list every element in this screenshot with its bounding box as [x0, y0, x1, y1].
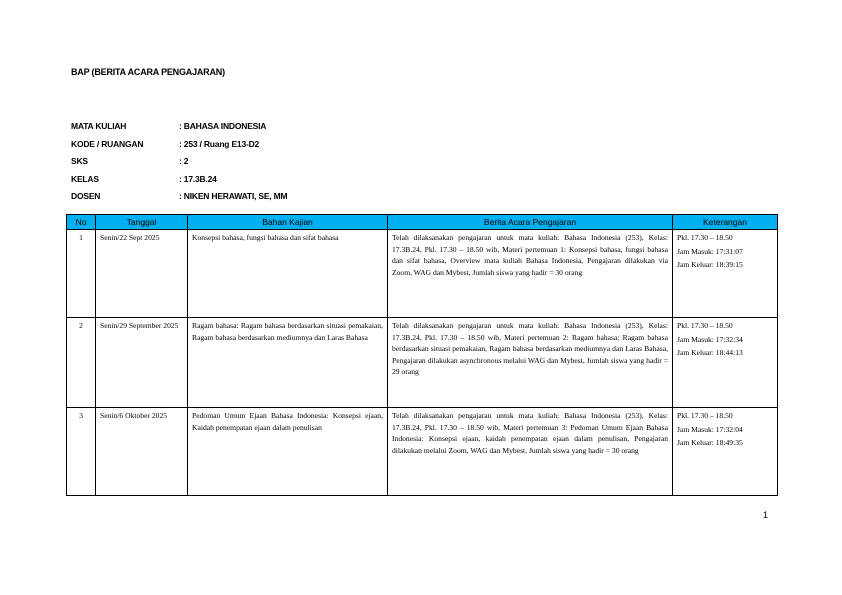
- cell-no: 1: [67, 230, 96, 318]
- cell-keterangan: [673, 408, 778, 496]
- meta-value: : 253 / Ruang E13-D2: [179, 138, 260, 149]
- ket-jam-keluar: Jam Keluar: 18:39:15: [677, 260, 743, 269]
- cell-tanggal: Senin/29 September 2025: [96, 318, 188, 408]
- cell-bahan-kajian: Ragam bahasa: Ragam bahasa berdasarkan situasi pemakaian, Ragam bahasa berdasarkan mediumnya dan Laras Bahasa: [188, 318, 388, 408]
- ket-jam-keluar: Jam Keluar: 18:49:35: [677, 438, 743, 447]
- meta-label: KELAS: [71, 173, 99, 184]
- page-number: 1: [763, 510, 769, 520]
- teaching-report-table: [66, 214, 778, 496]
- table-row: [67, 318, 778, 408]
- header-no: No: [67, 215, 96, 230]
- cell-keterangan: [673, 318, 778, 408]
- cell-keterangan: [673, 230, 778, 318]
- header-keterangan: Keterangan: [673, 215, 778, 230]
- ket-jam-masuk: Jam Masuk: 17:32:34: [677, 334, 743, 344]
- ket-jam-keluar: Jam Keluar: 18:44:13: [677, 348, 743, 357]
- meta-value: : BAHASA INDONESIA: [179, 121, 267, 131]
- cell-no: 2: [67, 318, 96, 408]
- cell-bahan-kajian: Konsepsi bahasa, fungsi bahasa dan sifat bahasa: [188, 230, 388, 318]
- cell-tanggal: Senin/6 Oktober 2025: [96, 408, 188, 496]
- cell-berita-acara: Telah dilaksanakan pengajaran untuk mata kuliah: Bahasa Indonesia (253), Kelas: 17.3B.24, Pkl. 17.30 – 18.50 wib, Materi pertemuan 2: Ragam bahasa: Ragam bahasa berdasarkan situasi pemakaian, Ragam bahasa berdasarkan mediumnya dan Laras Bahasa, Pengajaran dilakukan asynchronous melalui WAG dan Mybest, Jumlah siswa yang hadir = 29 orang: [388, 318, 673, 408]
- meta-value: : 17.3B.24: [179, 173, 217, 184]
- header-bahan-kajian: Bahan Kajian: [188, 215, 388, 230]
- cell-no: 3: [67, 408, 96, 496]
- meta-label: DOSEN: [71, 191, 101, 201]
- table-header-row: [67, 215, 778, 230]
- document-title: BAP (BERITA ACARA PENGAJARAN): [71, 67, 225, 77]
- ket-time: Pkl. 17.30 – 18.50: [677, 233, 733, 242]
- ket-jam-masuk: Jam Masuk: 17:31:07: [677, 246, 743, 256]
- cell-bahan-kajian: Pedoman Umum Ejaan Bahasa Indonesia: Konsepsi ejaan, Kaidah penempatan ejaan dalam penulisan: [188, 408, 388, 496]
- cell-tanggal: Senin/22 Sept 2025: [96, 230, 188, 318]
- meta-label: KODE / RUANGAN: [71, 138, 144, 149]
- cell-berita-acara: Telah dilaksanakan pengajaran untuk mata kuliah: Bahasa Indonesia (253), Kelas: 17.3B.24, Pkl. 17.30 – 18.50 wib, Materi pertemuan 1: Konsepsi bahasa, fungsi bahasa dan sifat bahasa, Overview mata kuliah Bahasa Indonesia, Pengajaran dilakukan via Zoom, WAG dan Mybest, Jumlah siswa yang hadir = 30 orang: [388, 230, 673, 318]
- header-tanggal: Tanggal: [96, 215, 188, 230]
- table-row: [67, 230, 778, 318]
- cell-berita-acara: Telah dilaksanakan pengajaran untuk mata kuliah: Bahasa Indonesia (253), Kelas: 17.3B.24, Pkl. 17.30 – 18.50 wib, Materi pertemuan 3: Pedoman Umum Ejaan Bahasa Indonesia: Konsepsi ejaan, kaidah penempatan ejaan dalam penulisan, Pengajaran dilakukan melalui Zoom, WAG dan Mybest, Jumlah siswa yang hadir = 30 orang: [388, 408, 673, 496]
- meta-label: SKS: [71, 156, 88, 166]
- table-row: [67, 408, 778, 496]
- ket-jam-masuk: Jam Masuk: 17:32:04: [677, 424, 743, 434]
- meta-label: MATA KULIAH: [71, 121, 127, 131]
- header-berita-acara: Berita Acara Pengajaran: [388, 215, 673, 230]
- meta-value: : NIKEN HERAWATI, SE, MM: [179, 191, 288, 201]
- ket-time: Pkl. 17.30 – 18.50: [677, 411, 733, 420]
- meta-value: : 2: [179, 156, 189, 166]
- ket-time: Pkl. 17.30 – 18.50: [677, 321, 733, 330]
